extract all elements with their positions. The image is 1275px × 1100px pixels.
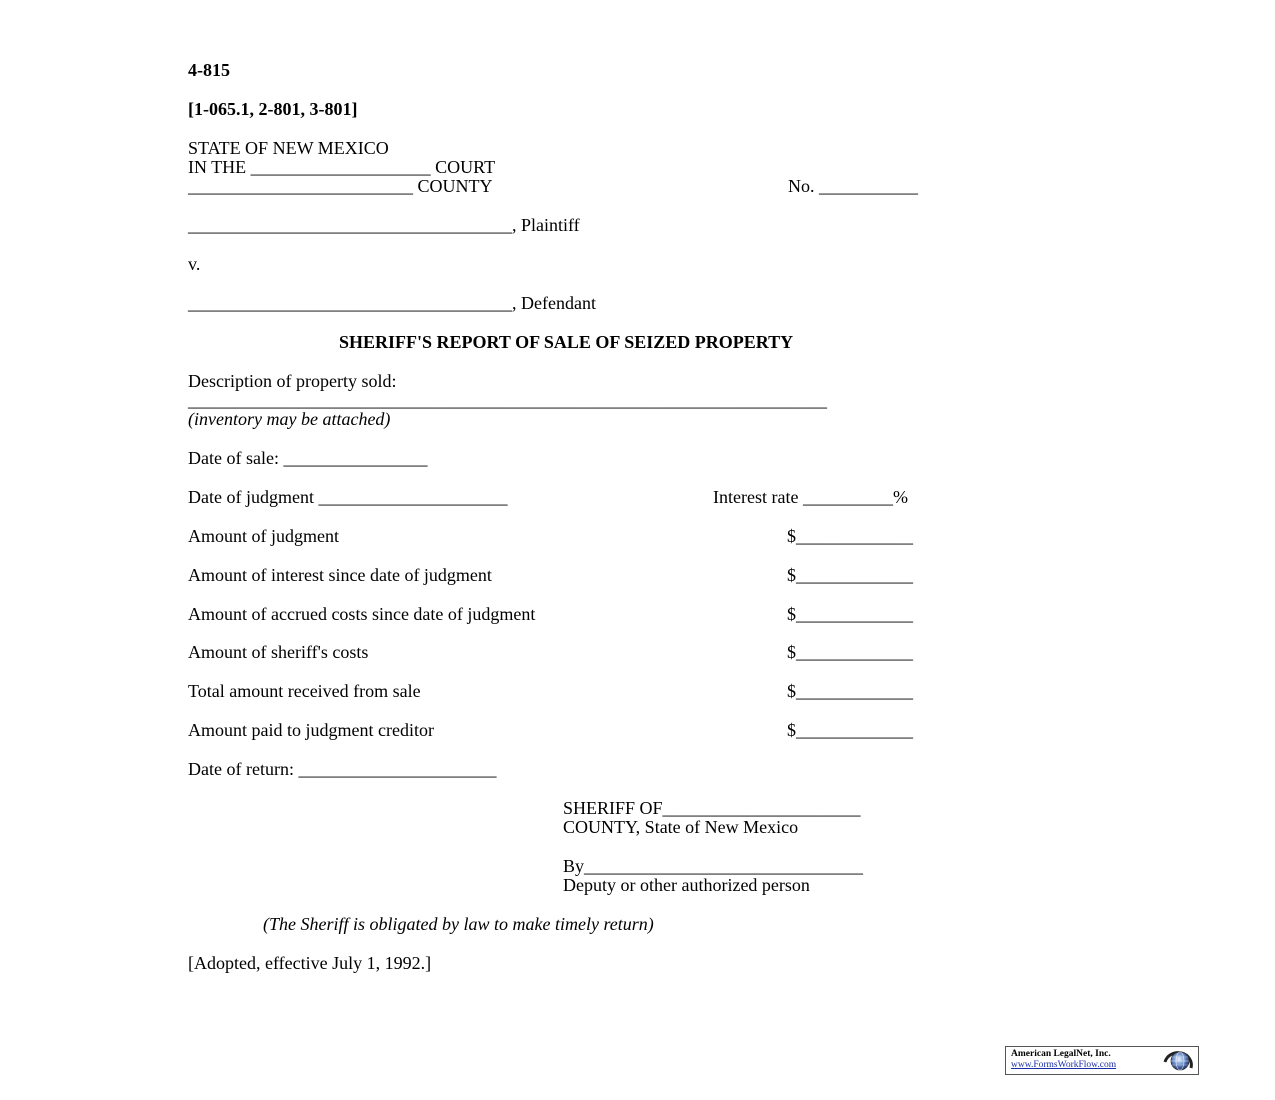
document-title: SHERIFF'S REPORT OF SALE OF SEIZED PROPERTY	[339, 332, 794, 352]
footer-logo[interactable]	[1005, 1046, 1199, 1075]
defendant-line: ____________________________________, Defendant	[188, 293, 596, 313]
amount-blank: $_____________	[787, 565, 913, 585]
inventory-note: (inventory may be attached)	[188, 409, 391, 429]
amount-label: Amount of judgment	[188, 526, 339, 546]
signature-by-line: By_______________________________	[563, 856, 864, 876]
description-label: Description of property sold:	[188, 371, 397, 391]
case-number-field: No. ___________	[788, 176, 918, 196]
amount-label: Amount paid to judgment creditor	[188, 720, 434, 740]
county-state-line: COUNTY, State of New Mexico	[563, 817, 799, 837]
amount-label: Total amount received from sale	[188, 681, 421, 701]
logo-company-name: American LegalNet, Inc.	[1011, 1049, 1111, 1059]
logo-website-link[interactable]: www.FormsWorkFlow.com	[1011, 1060, 1117, 1070]
court-line: IN THE ____________________ COURT	[188, 157, 496, 177]
amount-blank: $_____________	[787, 642, 913, 662]
amount-blank: $_____________	[787, 720, 913, 740]
amount-label: Amount of accrued costs since date of judgment	[188, 604, 536, 624]
state-heading: STATE OF NEW MEXICO	[188, 138, 389, 158]
rule-references: [1-065.1, 2-801, 3-801]	[188, 99, 358, 119]
date-of-return-field: Date of return: ______________________	[188, 759, 497, 779]
obligation-note: (The Sheriff is obligated by law to make timely return)	[263, 914, 654, 934]
sheriff-of-line: SHERIFF OF______________________	[563, 798, 861, 818]
globe-icon	[1161, 1048, 1197, 1074]
form-number: 4-815	[188, 60, 230, 80]
adoption-note: [Adopted, effective July 1, 1992.]	[188, 953, 432, 973]
deputy-label: Deputy or other authorized person	[563, 875, 810, 895]
county-line: _________________________ COUNTY	[188, 176, 493, 196]
interest-rate-field: Interest rate __________%	[713, 487, 908, 507]
plaintiff-line: ____________________________________, Plaintiff	[188, 215, 580, 235]
date-of-sale-field: Date of sale: ________________	[188, 448, 428, 468]
description-blank-line: _______________________________________________________________________	[188, 390, 827, 410]
versus-label: v.	[188, 254, 201, 274]
amount-label: Amount of sheriff's costs	[188, 642, 369, 662]
amount-blank: $_____________	[787, 604, 913, 624]
amount-label: Amount of interest since date of judgment	[188, 565, 492, 585]
date-of-judgment-field: Date of judgment _____________________	[188, 487, 508, 507]
amount-blank: $_____________	[787, 681, 913, 701]
amount-blank: $_____________	[787, 526, 913, 546]
